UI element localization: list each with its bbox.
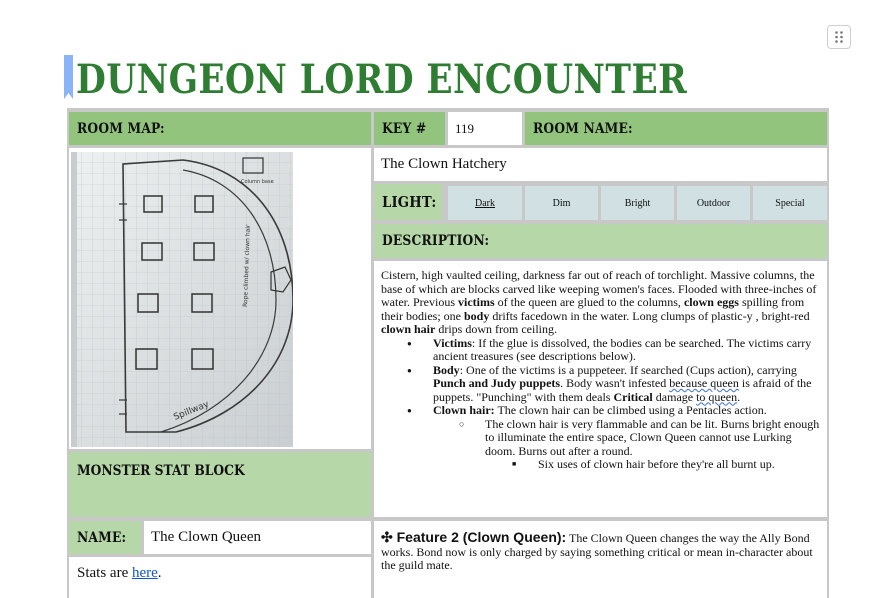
stats-line: Stats are here. <box>69 557 371 598</box>
room-name-value[interactable]: The Clown Hatchery <box>374 148 827 181</box>
encounter-table <box>67 108 829 598</box>
light-option-dark[interactable]: Dark <box>448 186 522 220</box>
sub-sub-bullet-uses: ■ Six uses of clown hair before they're all burnt up. <box>381 458 820 472</box>
bullet-victims: ● Victims: If the glue is dissolved, the bodies can be searched. The victims carry ancient treasures (see descriptions below). <box>381 337 820 364</box>
light-option-dim[interactable]: Dim <box>525 186 598 220</box>
room-map-header: ROOM MAP: <box>69 112 371 145</box>
room-map-cell <box>69 148 371 449</box>
light-option-outdoor[interactable]: Outdoor <box>677 186 750 220</box>
sub-bullet-flammable: ○ The clown hair is very flammable and can be lit. Burns bright enough to illuminate the entire space, Clown Queen cannot use Lurking doom. Burns out after a round. <box>381 418 820 459</box>
name-header: NAME: <box>69 521 141 554</box>
room-map-sketch <box>71 152 293 447</box>
map-label-rope: Rope climbed w/ clown hair <box>242 224 252 308</box>
key-value[interactable]: 119 <box>448 112 522 145</box>
page-title: DUNGEON LORD ENCOUNTER <box>76 56 688 103</box>
monster-stat-block-header: MONSTER STAT BLOCK <box>69 452 371 517</box>
map-label-column-base: Column base <box>241 179 274 185</box>
room-name-header: ROOM NAME: <box>525 112 827 145</box>
light-header: LIGHT: <box>374 184 442 220</box>
feature-heading: ✣ Feature 2 (Clown Queen): <box>381 529 567 545</box>
description-header: DESCRIPTION: <box>374 224 827 258</box>
grip-dots-icon <box>834 30 844 44</box>
key-header: KEY # <box>374 112 445 145</box>
stats-link[interactable]: here <box>131 565 158 581</box>
description-intro: Cistern, high vaulted ceiling, darkness far out of reach of torchlight. Massive columns, the base of which are blocks carved like weeping women's faces. Flooded with three-inches of water. Previous victims of the queen are glued to the columns, clown eggs spilling from their bodies; one body drifts facedown in the water. Long clumps of plastic-y , bright-red clown hair drips down from ceiling. <box>381 268 817 336</box>
map-label-spillway: Spillway <box>172 399 211 423</box>
bullet-body: ● Body: One of the victims is a puppeteer. If searched (Cups action), carrying Punch and Judy puppets. Body wasn't infested because queen is afraid of the puppets. "Punching" with them deals Critical damage to queen. <box>381 364 820 405</box>
feature-cell[interactable] <box>374 521 827 598</box>
monster-name-value[interactable]: The Clown Queen <box>144 521 371 554</box>
description-body[interactable] <box>374 261 827 517</box>
bullet-clown-hair: ● Clown hair: The clown hair can be climbed using a Pentacles action. <box>381 404 820 418</box>
drag-handle-button[interactable] <box>827 25 851 49</box>
feature-text: The Clown Queen changes the way the Ally Bond works. Bond now is only charged by saying something critical or mean in-character about the guild mate. <box>381 531 813 572</box>
light-option-bright[interactable]: Bright <box>601 186 674 220</box>
bookmark-icon[interactable] <box>64 55 73 99</box>
light-option-special[interactable]: Special <box>753 186 827 220</box>
